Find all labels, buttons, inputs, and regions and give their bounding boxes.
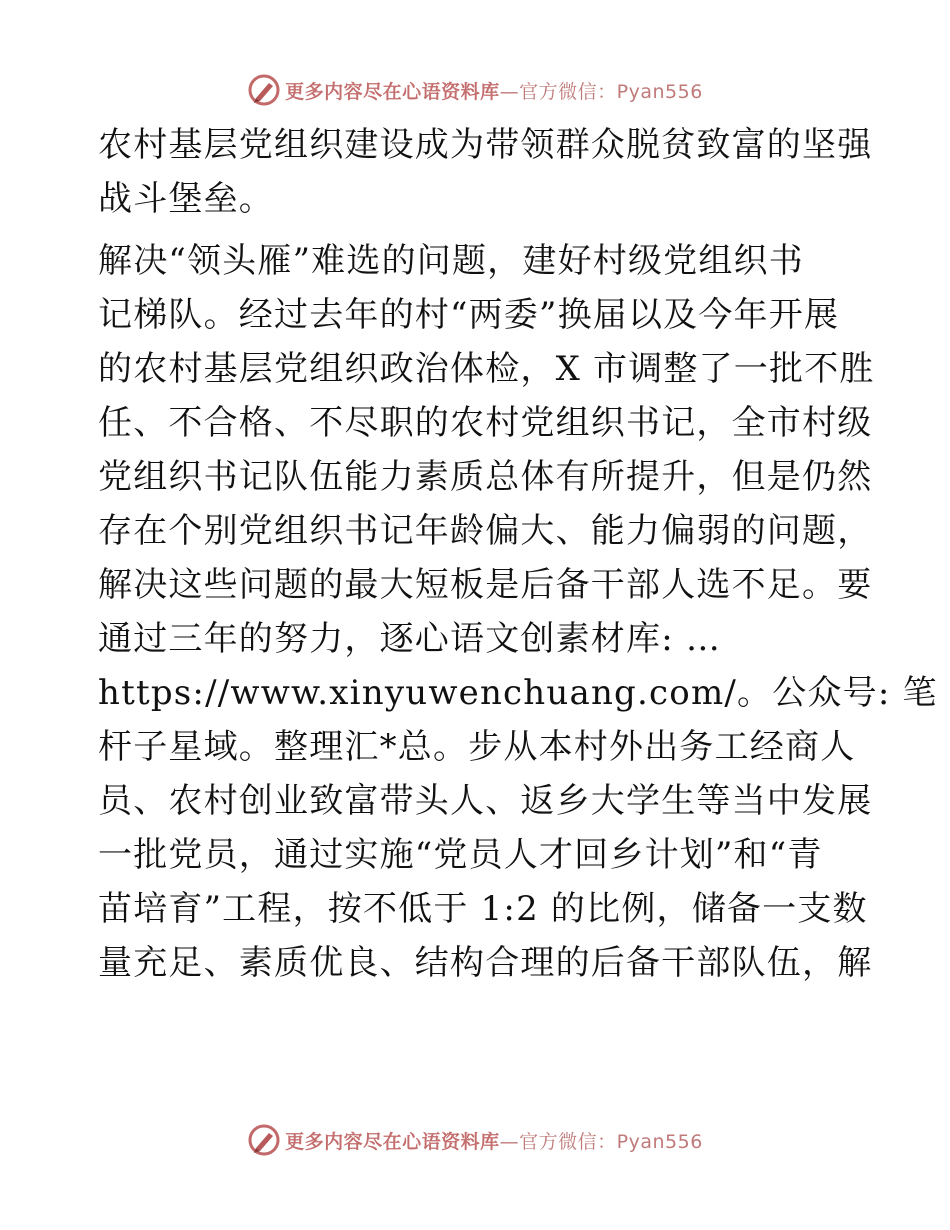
footer-banner-text	[285, 1127, 703, 1154]
text-line: 存在个别党组织书记年龄偏大、能力偏弱的问题，	[98, 511, 873, 551]
text-line: 的农村基层党组织政治体检，X 市调整了一批不胜	[98, 349, 875, 389]
footer-banner	[0, 1120, 950, 1160]
pen-logo-icon	[247, 73, 281, 107]
pen-logo-icon	[247, 1123, 281, 1157]
header-banner-title: 更多内容尽在心语资料库	[285, 80, 500, 103]
text-line: 苗培育”工程，按不低于 1:2 的比例，储备一支数	[98, 889, 868, 929]
text-line: 记梯队。经过去年的村“两委”换届以及今年开展	[98, 295, 840, 335]
text-line: 员、农村创业致富带头人、返乡大学生等当中发展	[98, 781, 873, 821]
text-line: 解决“领头雁”难选的问题，建好村级党组织书	[98, 241, 804, 281]
text-line: 量充足、素质优良、结构合理的后备干部队伍，解	[98, 943, 873, 983]
text-line: 通过三年的努力，逐心语文创素材库: …	[98, 619, 722, 659]
document-body	[98, 118, 938, 990]
text-line: 党组织书记队伍能力素质总体有所提升，但是仍然	[98, 457, 873, 497]
paragraph-2	[98, 234, 938, 990]
footer-banner-title: 更多内容尽在心语资料库	[285, 1130, 500, 1153]
text-line: 任、不合格、不尽职的农村党组织书记，全市村级	[98, 403, 873, 443]
text-line: 一批党员，通过实施“党员人才回乡计划”和“青	[98, 835, 823, 875]
header-banner	[0, 70, 950, 110]
text-line: https://www.xinyuwenchuang.com/。公众号: 笔	[98, 673, 938, 713]
text-line: 战斗堡垒。	[98, 179, 274, 219]
text-line: 解决这些问题的最大短板是后备干部人选不足。要	[98, 565, 873, 605]
footer-banner-wechat: 官方微信：Pyan556	[519, 1130, 703, 1153]
header-banner-sep: —	[499, 80, 520, 103]
paragraph-1	[98, 118, 873, 226]
header-banner-wechat: 官方微信：Pyan556	[519, 80, 703, 103]
footer-banner-sep: —	[499, 1130, 520, 1153]
text-line: 农村基层党组织建设成为带领群众脱贫致富的坚强	[98, 125, 873, 165]
header-banner-text	[285, 77, 703, 104]
text-line: 杆子星域。整理汇*总。步从本村外出务工经商人	[98, 727, 856, 767]
